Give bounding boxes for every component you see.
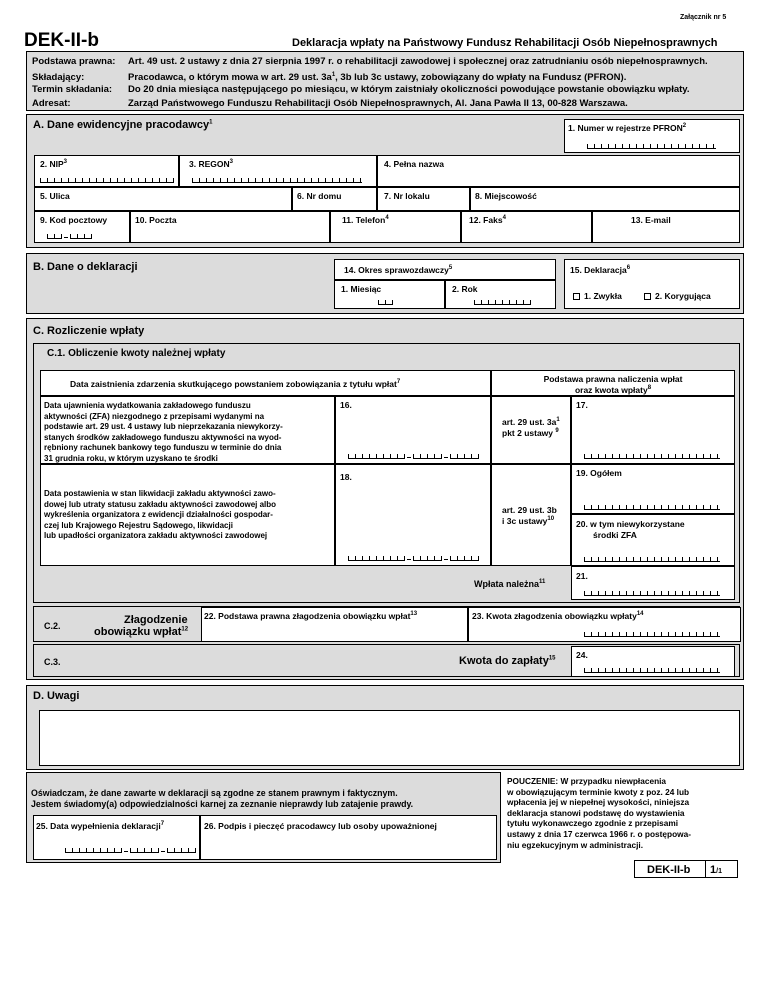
section-d-title: D. Uwagi	[33, 690, 80, 702]
section-a-title: A. Dane ewidencyjne pracodawcy$^1$	[33, 119, 213, 131]
row2-description	[40, 464, 335, 566]
field-19-total[interactable]: 19. Ogółem	[571, 464, 735, 514]
row1-text-line: 31 grudnia roku, w którym uzyskano te środki	[44, 453, 218, 463]
month-field[interactable]: 1. Miesiąc	[334, 280, 445, 309]
post-office-field[interactable]: 10. Poczta	[130, 211, 330, 243]
field-17-amount[interactable]: 17.	[571, 396, 735, 464]
year-field[interactable]: 2. Rok	[445, 280, 556, 309]
field-25-fill-date[interactable]: 25. Data wypełnienia deklaracji$^7$	[33, 815, 200, 860]
info-filer: Składający: Pracodawca, o którym mowa w art. 29 ust. $3a^1$, 3b lub 3c ustawy, zobowiązany do wpłaty na Fundusz (PFRON).	[32, 72, 627, 84]
row1-description	[40, 396, 335, 464]
field-26-signature[interactable]: 26. Podpis i pieczęć pracodawcy lub osoby upoważnionej	[200, 815, 497, 860]
row2-text-line: wykreślenia organizatora z ewidencji działalności gospodar-	[44, 510, 273, 520]
nip-field[interactable]: 2. NIP$^3$	[34, 155, 179, 187]
amount-to-pay-label: Kwota do zapłaty$^{15}$	[459, 655, 556, 667]
fax-field[interactable]: 12. Faks$^4$	[461, 211, 592, 243]
event-date-header: Data zaistnienia zdarzenia skutkującego powstaniem zobowiązania z tytułu wpłat$^7$	[40, 370, 491, 396]
info-addressee: Adresat: Zarząd Państwowego Funduszu Rehabilitacji Osób Niepełnosprawnych, Al. Jana Pawła II 13, 00-828 Warszawa.	[32, 98, 628, 109]
checkbox-regular[interactable]	[573, 293, 580, 300]
regon-comb	[192, 178, 362, 183]
pfron-number-comb	[587, 144, 716, 149]
row1-legal-basis: art. 29 ust. $3a^1$ pkt 2 ustawy $^9$	[491, 396, 571, 464]
phone-field[interactable]: 11. Telefon$^4$	[330, 211, 461, 243]
section-c2-code: C.2.	[44, 621, 61, 631]
section-c-title: C. Rozliczenie wpłaty	[33, 325, 145, 337]
due-payment-label: Wpłata należna$^{11}$	[474, 579, 546, 589]
form-title: Deklaracja wpłaty na Państwowy Fundusz Rehabilitacji Osób Niepełnosprawnych	[292, 37, 718, 49]
row2-legal-basis: art. 29 ust. 3b i 3c ustawy$^{10}$	[491, 464, 571, 566]
field-23-mitigation-amount[interactable]: 23. Kwota złagodzenia obowiązku wpłaty$^{14}$	[468, 607, 741, 642]
field-18-date[interactable]: 18.	[335, 464, 491, 566]
row1-text-line: Data ujawnienia wydatkowania zakładowego funduszu	[44, 401, 251, 410]
field-16-date[interactable]: 16.	[335, 396, 491, 464]
row2-text-line: Data postawienia w stan likwidacji zakładu aktywności zawo-	[44, 489, 276, 498]
footer-form-code: DEK-II-b 1/1	[634, 860, 738, 878]
full-name-field[interactable]: 4. Pełna nazwa	[377, 155, 740, 187]
section-b-title: B. Dane o deklaracji	[33, 261, 138, 273]
section-c1-title: C.1. Obliczenie kwoty należnej wpłaty	[47, 348, 226, 359]
reporting-period-header: 14. Okres sprawozdawczy$^5$	[334, 259, 556, 280]
form-info-box	[26, 51, 744, 111]
row2-text-line: lub upadłości organizatora zakładu aktywności zawodowej	[44, 531, 268, 541]
postal-code-comb-a	[47, 234, 62, 239]
declaration-type-field: 15. Deklaracja$^6$ 1. Zwykła 2. Korygująca	[564, 259, 740, 309]
notice-text-line: niu egzekucyjnym w administracji.	[507, 839, 644, 850]
info-basis: Podstawa prawna: Art. 49 ust. 2 ustawy z dnia 27 sierpnia 1997 r. o rehabilitacji zawodowej i społecznej oraz zatrudnianiu osób niepełnosprawnych.	[32, 56, 708, 67]
field-22-mitigation-basis[interactable]: 22. Podstawa prawna złagodzenia obowiązku wpłat$^{13}$	[201, 607, 468, 642]
nip-comb	[40, 178, 174, 183]
info-deadline: Termin składania: Do 20 dnia miesiąca następującego po miesiącu, w którym zaistniały okoliczności powodujące powstanie obowiązku wpłaty.	[32, 84, 690, 95]
page-number: 1/1	[710, 864, 722, 876]
legal-notice	[507, 776, 743, 850]
street-field[interactable]: 5. Ulica	[34, 187, 292, 211]
field-24-amount-to-pay[interactable]: 24.	[571, 646, 735, 677]
pfron-number-field[interactable]: 1. Numer w rejestrze PFRON$^2$	[564, 119, 740, 153]
row2-text-line: dowej lub utraty statusu zakładu aktywności zawodowej albo	[44, 499, 277, 509]
section-b	[26, 253, 744, 314]
email-field[interactable]: 13. E-mail	[592, 211, 740, 243]
option-corrective[interactable]: 2. Korygująca	[644, 291, 711, 301]
section-c1	[33, 343, 740, 603]
apartment-number-field[interactable]: 7. Nr lokalu	[377, 187, 470, 211]
regon-field[interactable]: 3. REGON$^3$	[179, 155, 377, 187]
attachment-label: Załącznik nr 5	[680, 14, 727, 21]
notice-text-line: tytułu wykonawczego zgodnie z przepisami	[507, 818, 679, 829]
row2-text-line: czej lub Krajowego Rejestru Sądowego, likwidacji	[44, 520, 233, 530]
section-c2: C.2. Złagodzenie obowiązku wpłat$^{12}$ 22. Podstawa prawna złagodzenia obowiązku wpłat$^{13}$ 23. Kwota złagodzenia obowiązku wpłaty$^{14}$	[33, 606, 740, 642]
field-20-unused-zfa[interactable]: 20. w tym niewykorzystane środki ZFA	[571, 514, 735, 566]
section-a	[26, 114, 744, 248]
notice-text-line: deklaracja stanowi podstawę do wystawienia	[507, 807, 685, 818]
remarks-field[interactable]	[39, 710, 740, 766]
row1-text-line: aktywności (ZFA) niezgodnego z przepisami wydanymi na	[44, 411, 265, 421]
row1-text-line: podstawie art. 29 ust. 4 ustawy lub nieprzekazania niewykorzy-	[44, 422, 283, 432]
notice-text-line: w obowiązującym terminie kwoty z poz. 24 lub	[507, 786, 690, 797]
notice-text-line: ustawy z dnia 17 czerwca 1966 r. o postępowa-	[507, 828, 691, 839]
declaration-panel: Oświadczam, że dane zawarte w deklaracji są zgodne ze stanem prawnym i faktycznym. Jestem świadomy(a) odpowiedzialności karnej za zeznanie nieprawdy lub zatajenie prawdy. 25. Data wypełnienia deklaracji$^7$ 26. Podpis i pieczęć pracodawcy lub osoby upoważnionej	[26, 772, 501, 863]
postal-code-field[interactable]: 9. Kod pocztowy	[34, 211, 130, 243]
legal-basis-header: Podstawa prawna naliczenia wpłat oraz kwota wpłaty$^8$	[491, 370, 735, 396]
form-code: DEK-II-b	[24, 30, 99, 51]
field-21-due-payment[interactable]: 21.	[571, 566, 735, 600]
section-c3	[33, 644, 740, 677]
checkbox-corrective[interactable]	[644, 293, 651, 300]
section-d	[26, 685, 744, 770]
section-c	[26, 318, 744, 680]
row1-text-line: rębniony rachunek bankowy tego funduszu w terminie do dnia	[44, 443, 282, 453]
city-field[interactable]: 8. Miejscowość	[470, 187, 740, 211]
month-comb	[378, 300, 393, 305]
year-comb	[474, 300, 531, 305]
section-c3-code: C.3.	[44, 657, 61, 667]
postal-code-comb-b	[70, 234, 92, 239]
option-regular[interactable]: 1. Zwykła	[573, 291, 622, 301]
row1-text-line: stanych środków zakładowego funduszu aktywności na wyod-	[44, 432, 282, 442]
notice-text-line: wpłacenia jej w niepełnej wysokości, niniejsza	[507, 797, 690, 808]
house-number-field[interactable]: 6. Nr domu	[292, 187, 377, 211]
notice-text-line: POUCZENIE: W przypadku niewpłacenia	[507, 776, 667, 786]
